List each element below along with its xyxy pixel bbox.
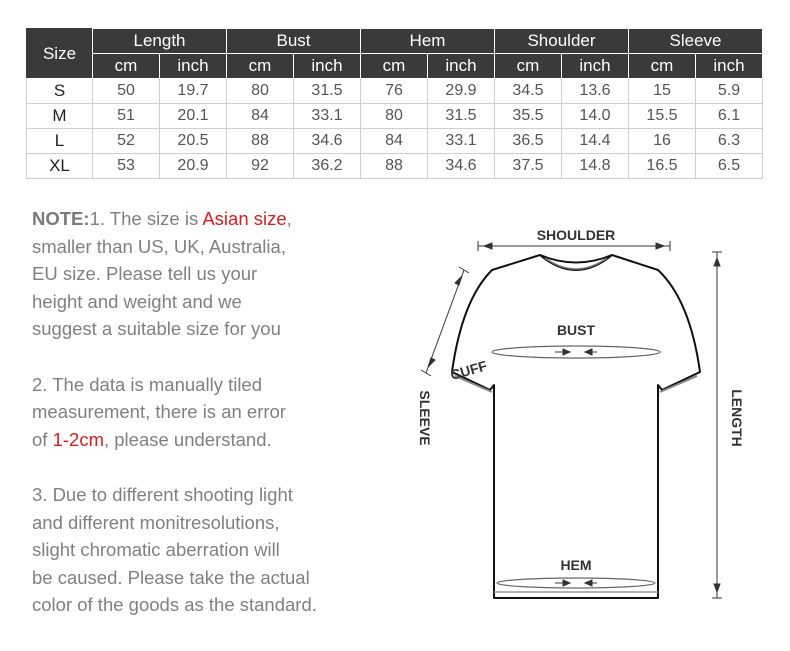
measurement-cell: 13.6 — [562, 79, 629, 104]
measurement-cell: 50 — [93, 79, 160, 104]
note-3 — [32, 481, 372, 619]
unit-inch: inch — [562, 54, 629, 79]
note-label: NOTE: — [32, 208, 90, 229]
size-cell: XL — [27, 154, 93, 179]
note-3-line: 3. Due to different shooting light — [32, 483, 293, 505]
measurement-cell: 14.0 — [562, 104, 629, 129]
measurement-cell: 29.9 — [428, 79, 495, 104]
note-2-end: , please understand. — [103, 428, 272, 450]
measurement-cell: 20.5 — [160, 129, 227, 154]
unit-inch: inch — [428, 54, 495, 79]
note-2-of: of — [32, 428, 53, 450]
shoulder-header: Shoulder — [495, 29, 629, 54]
length-header: Length — [93, 29, 227, 54]
measurement-cell: 51 — [93, 104, 160, 129]
measurement-cell: 92 — [227, 154, 294, 179]
measurement-cell: 20.9 — [160, 154, 227, 179]
note-1 — [32, 205, 372, 343]
measurement-cell: 52 — [93, 129, 160, 154]
unit-inch: inch — [696, 54, 763, 79]
note-2-line: measurement, there is an error — [32, 401, 286, 423]
measurement-cell: 6.5 — [696, 154, 763, 179]
unit-cm: cm — [361, 54, 428, 79]
measurement-cell: 31.5 — [294, 79, 361, 104]
note-3-line: slight chromatic aberration will — [32, 539, 280, 561]
measurement-cell: 36.5 — [495, 129, 562, 154]
size-cell: M — [27, 104, 93, 129]
note-1-line: height and weight and we — [32, 290, 242, 312]
asian-size-highlight: Asian size — [202, 208, 287, 229]
measurement-cell: 15.5 — [629, 104, 696, 129]
measurement-cell: 31.5 — [428, 104, 495, 129]
note-1-text: 1. The size is — [89, 208, 203, 229]
size-row — [27, 154, 763, 179]
sleeve-header: Sleeve — [629, 29, 763, 54]
measurement-cell: 35.5 — [495, 104, 562, 129]
tshirt-outline — [452, 255, 700, 598]
unit-cm: cm — [629, 54, 696, 79]
measurement-cell: 88 — [361, 154, 428, 179]
size-row — [27, 79, 763, 104]
error-range-highlight: 1-2cm — [52, 428, 104, 450]
measurement-cell: 33.1 — [294, 104, 361, 129]
unit-cm: cm — [93, 54, 160, 79]
bust-header: Bust — [227, 29, 361, 54]
size-rows — [27, 79, 763, 179]
size-cell: L — [27, 129, 93, 154]
measurement-cell: 34.5 — [495, 79, 562, 104]
size-row — [27, 104, 763, 129]
size-cell: S — [27, 79, 93, 104]
measurement-cell: 16 — [629, 129, 696, 154]
cuff-label: CUFF — [448, 357, 489, 384]
measurement-cell: 33.1 — [428, 129, 495, 154]
measurement-cell: 15 — [629, 79, 696, 104]
tshirt-diagram — [400, 210, 770, 610]
unit-cm: cm — [227, 54, 294, 79]
measurement-cell: 80 — [227, 79, 294, 104]
measurement-cell: 6.1 — [696, 104, 763, 129]
unit-cm: cm — [495, 54, 562, 79]
hem-header: Hem — [361, 29, 495, 54]
note-2-line: 2. The data is manually tiled — [32, 373, 263, 395]
note-3-line: be caused. Please take the actual — [32, 566, 310, 588]
measurement-cell: 20.1 — [160, 104, 227, 129]
measurement-cell: 6.3 — [696, 129, 763, 154]
size-chart-table — [26, 28, 763, 179]
measurement-cell: 84 — [227, 104, 294, 129]
shoulder-label: SHOULDER — [536, 227, 616, 243]
measurement-cell: 5.9 — [696, 79, 763, 104]
bust-label: BUST — [556, 322, 596, 338]
unit-inch: inch — [160, 54, 227, 79]
note-1-line: EU size. Please tell us your — [32, 263, 258, 285]
note-1-line: smaller than US, UK, Australia, — [32, 235, 286, 257]
size-row — [27, 129, 763, 154]
length-label: LENGTH — [729, 389, 745, 447]
measurement-cell: 80 — [361, 104, 428, 129]
measurement-cell: 16.5 — [629, 154, 696, 179]
measurement-cell: 34.6 — [294, 129, 361, 154]
measurement-cell: 88 — [227, 129, 294, 154]
measurement-cell: 14.8 — [562, 154, 629, 179]
measurement-cell: 34.6 — [428, 154, 495, 179]
hem-label: HEM — [560, 557, 592, 573]
sleeve-label: SLEEVE — [417, 390, 433, 446]
note-3-line: and different monitresolutions, — [32, 511, 280, 533]
measurement-cell: 53 — [93, 154, 160, 179]
size-header: Size — [27, 29, 93, 79]
measurement-cell: 76 — [361, 79, 428, 104]
note-3-line: color of the goods as the standard. — [32, 594, 317, 616]
measurement-cell: 19.7 — [160, 79, 227, 104]
measurement-cell: 37.5 — [495, 154, 562, 179]
measurement-cell: 84 — [361, 129, 428, 154]
unit-inch: inch — [294, 54, 361, 79]
length-arrow — [712, 252, 722, 598]
note-1-comma: , — [286, 208, 292, 229]
measurement-cell: 36.2 — [294, 154, 361, 179]
note-1-line: suggest a suitable size for you — [32, 318, 281, 340]
notes — [32, 205, 372, 647]
note-2 — [32, 371, 372, 454]
measurement-cell: 14.4 — [562, 129, 629, 154]
